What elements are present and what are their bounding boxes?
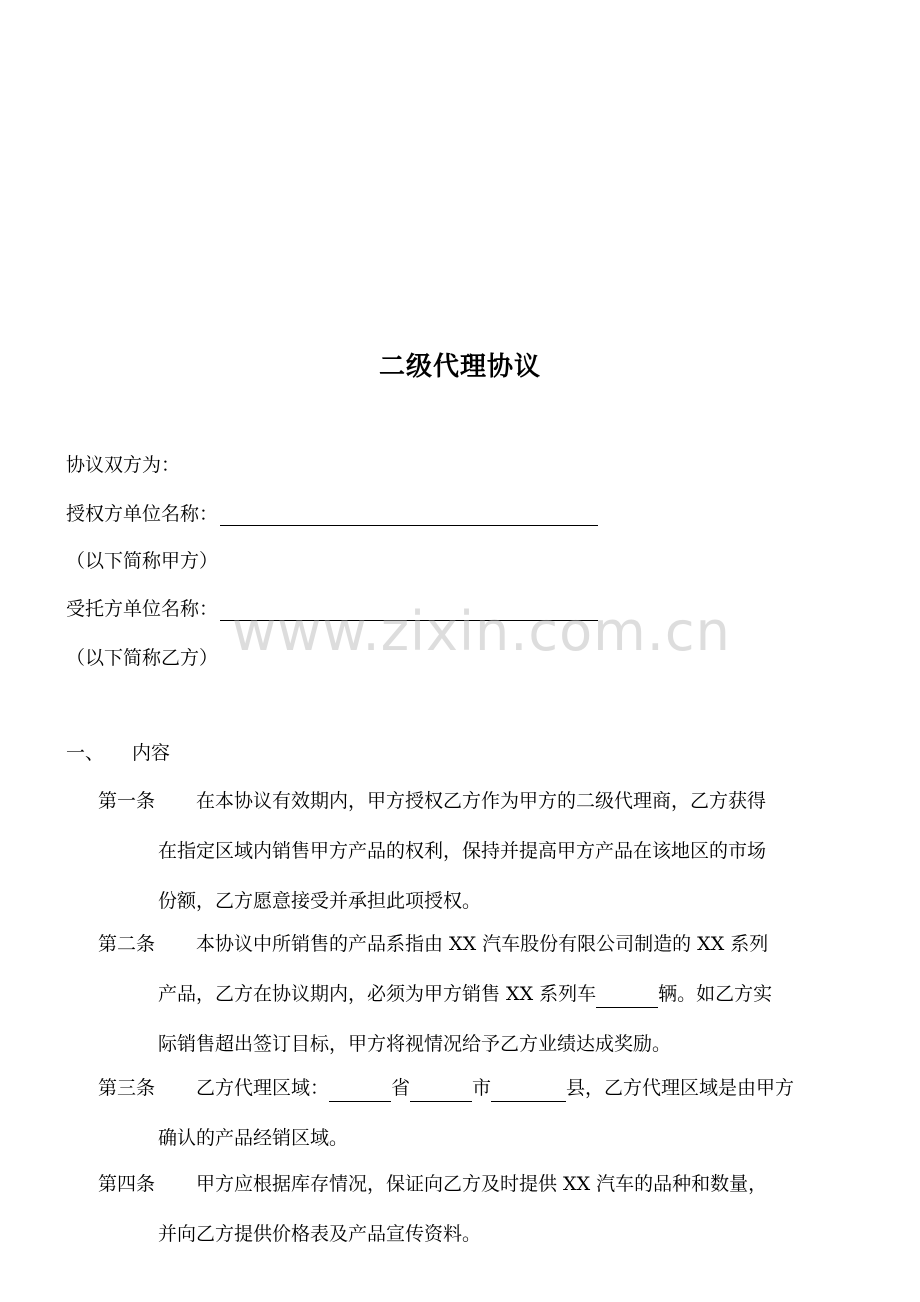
county-label: 县，乙方代理区域是由甲方 <box>566 1077 795 1099</box>
article-label: 第一条 <box>98 790 156 812</box>
article-row <box>98 1170 856 1220</box>
vehicle-count-blank[interactable] <box>596 989 658 1008</box>
county-blank[interactable] <box>491 1083 566 1102</box>
article-row <box>98 837 856 887</box>
article-text: 甲方应根据库存情况，保证向乙方及时提供 XX 汽车的品种和数量， <box>196 1173 768 1195</box>
article-text: 确认的产品经销区域。 <box>158 1127 349 1149</box>
section-number: 一、 <box>66 742 105 764</box>
party-a-row <box>66 499 598 526</box>
article-text: 辆。如乙方实 <box>658 983 773 1005</box>
section-heading <box>66 738 170 765</box>
article-4 <box>98 1170 856 1270</box>
watermark: www.zixin.com.cn <box>232 600 731 663</box>
parties-intro: 协议双方为： <box>66 454 181 476</box>
document-title: 二级代理协议 <box>378 352 541 382</box>
party-a-note: （以下简称甲方） <box>66 550 219 572</box>
article-text: 本协议中所销售的产品系指由 XX 汽车股份有限公司制造的 XX 系列 <box>196 933 769 955</box>
section-title: 内容 <box>132 742 171 764</box>
article-label: 第二条 <box>98 933 156 955</box>
article-label: 第四条 <box>98 1173 156 1195</box>
article-3 <box>98 1074 856 1174</box>
party-a-name-blank[interactable] <box>220 507 598 526</box>
article-row <box>98 787 856 837</box>
article-1 <box>98 787 856 937</box>
article-row <box>98 980 856 1030</box>
article-text: 在指定区域内销售甲方产品的权利，保持并提高甲方产品在该地区的市场 <box>158 840 767 862</box>
province-blank[interactable] <box>329 1083 391 1102</box>
article-row <box>98 1124 856 1174</box>
article-text: 产品，乙方在协议期内，必须为甲方销售 XX 系列车 <box>158 983 597 1005</box>
party-b-label: 受托方单位名称： <box>66 598 219 620</box>
party-b-note: （以下简称乙方） <box>66 647 219 669</box>
article-label: 第三条 <box>98 1077 156 1099</box>
party-a-label: 授权方单位名称： <box>66 503 219 525</box>
article-text: 在本协议有效期内，甲方授权乙方作为甲方的二级代理商，乙方获得 <box>196 790 767 812</box>
city-blank[interactable] <box>410 1083 472 1102</box>
article-row <box>98 1074 856 1124</box>
article-row <box>98 930 856 980</box>
article-text: 份额，乙方愿意接受并承担此项授权。 <box>158 890 482 912</box>
city-label: 市 <box>472 1077 492 1099</box>
article-row <box>98 1030 856 1080</box>
province-label: 省 <box>391 1077 411 1099</box>
article-text: 乙方代理区域： <box>196 1077 330 1099</box>
article-text: 并向乙方提供价格表及产品宣传资料。 <box>158 1223 482 1245</box>
article-2 <box>98 930 856 1080</box>
article-row <box>98 1220 856 1270</box>
article-text: 际销售超出签订目标，甲方将视情况给予乙方业绩达成奖励。 <box>158 1033 672 1055</box>
